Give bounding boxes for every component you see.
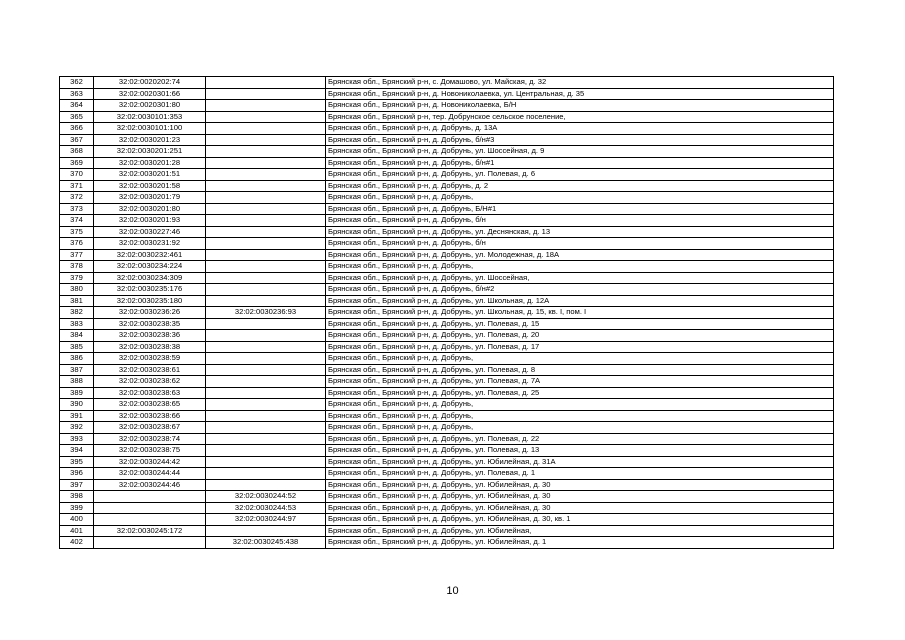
table-row: [60, 261, 834, 273]
table-row: [60, 445, 834, 457]
table-row: [60, 399, 834, 411]
address-cell: Брянская обл., Брянский р-н, д. Добрунь, Б/Н#1: [326, 203, 834, 215]
cadastral-number-cell: 32:02:0030201:93: [94, 215, 206, 227]
cadastral-number-cell: [94, 502, 206, 514]
cadastral-number-cell: 32:02:0030101:100: [94, 123, 206, 135]
address-cell: Брянская обл., Брянский р-н, д. Новониколаевка, ул. Центральная, д. 35: [326, 88, 834, 100]
linked-cadastral-number-cell: [206, 376, 326, 388]
row-number-cell: 389: [60, 387, 94, 399]
address-cell: Брянская обл., Брянский р-н, д. Добрунь, ул. Полевая, д. 15: [326, 318, 834, 330]
table-row: [60, 376, 834, 388]
address-cell: Брянская обл., Брянский р-н, д. Добрунь, б/н#1: [326, 157, 834, 169]
linked-cadastral-number-cell: [206, 479, 326, 491]
cadastral-number-cell: 32:02:0030238:75: [94, 445, 206, 457]
address-cell: Брянская обл., Брянский р-н, д. Добрунь, ул. Юбилейная, д. 30: [326, 479, 834, 491]
row-number-cell: 383: [60, 318, 94, 330]
address-cell: Брянская обл., Брянский р-н, д. Добрунь, д. 2: [326, 180, 834, 192]
row-number-cell: 381: [60, 295, 94, 307]
linked-cadastral-number-cell: [206, 525, 326, 537]
row-number-cell: 399: [60, 502, 94, 514]
cadastral-number-cell: 32:02:0030101:353: [94, 111, 206, 123]
cadastral-number-cell: 32:02:0030231:92: [94, 238, 206, 250]
cadastral-number-cell: 32:02:0030238:62: [94, 376, 206, 388]
row-number-cell: 376: [60, 238, 94, 250]
linked-cadastral-number-cell: [206, 422, 326, 434]
address-cell: Брянская обл., Брянский р-н, д. Добрунь, д. 13А: [326, 123, 834, 135]
cadastral-number-cell: 32:02:0030238:61: [94, 364, 206, 376]
cadastral-number-cell: 32:02:0020301:66: [94, 88, 206, 100]
table-row: [60, 387, 834, 399]
table-row: [60, 134, 834, 146]
address-cell: Брянская обл., Брянский р-н, д. Добрунь, ул. Школьная, д. 15, кв. I, пом. I: [326, 307, 834, 319]
row-number-cell: 386: [60, 353, 94, 365]
row-number-cell: 365: [60, 111, 94, 123]
row-number-cell: 384: [60, 330, 94, 342]
address-cell: Брянская обл., Брянский р-н, д. Добрунь, ул. Юбилейная, д. 30, кв. 1: [326, 514, 834, 526]
table-row: [60, 330, 834, 342]
linked-cadastral-number-cell: [206, 226, 326, 238]
linked-cadastral-number-cell: [206, 410, 326, 422]
row-number-cell: 370: [60, 169, 94, 181]
table-row: [60, 410, 834, 422]
table-row: [60, 479, 834, 491]
cadastral-number-cell: 32:02:0030227:46: [94, 226, 206, 238]
linked-cadastral-number-cell: [206, 433, 326, 445]
table-row: [60, 146, 834, 158]
linked-cadastral-number-cell: [206, 77, 326, 89]
row-number-cell: 402: [60, 537, 94, 549]
table-row: [60, 100, 834, 112]
address-cell: Брянская обл., Брянский р-н, д. Добрунь,: [326, 192, 834, 204]
table-row: [60, 249, 834, 261]
linked-cadastral-number-cell: [206, 123, 326, 135]
cadastral-number-cell: 32:02:0030238:38: [94, 341, 206, 353]
address-cell: Брянская обл., Брянский р-н, д. Добрунь, ул. Полевая, д. 20: [326, 330, 834, 342]
table-row: [60, 238, 834, 250]
table-row: [60, 284, 834, 296]
linked-cadastral-number-cell: [206, 192, 326, 204]
linked-cadastral-number-cell: 32:02:0030244:97: [206, 514, 326, 526]
linked-cadastral-number-cell: [206, 203, 326, 215]
linked-cadastral-number-cell: [206, 330, 326, 342]
row-number-cell: 395: [60, 456, 94, 468]
cadastral-number-cell: 32:02:0030244:44: [94, 468, 206, 480]
row-number-cell: 388: [60, 376, 94, 388]
linked-cadastral-number-cell: [206, 111, 326, 123]
table-row: [60, 295, 834, 307]
table-row: [60, 192, 834, 204]
linked-cadastral-number-cell: 32:02:0030244:52: [206, 491, 326, 503]
address-cell: Брянская обл., Брянский р-н, д. Добрунь, ул. Юбилейная, д. 30: [326, 491, 834, 503]
cadastral-number-cell: 32:02:0030201:79: [94, 192, 206, 204]
linked-cadastral-number-cell: [206, 215, 326, 227]
row-number-cell: 390: [60, 399, 94, 411]
cadastral-number-cell: 32:02:0030238:36: [94, 330, 206, 342]
row-number-cell: 375: [60, 226, 94, 238]
row-number-cell: 374: [60, 215, 94, 227]
table-row: [60, 77, 834, 89]
row-number-cell: 373: [60, 203, 94, 215]
table-body: [60, 77, 834, 549]
address-cell: Брянская обл., Брянский р-н, д. Добрунь, ул. Полевая, д. 6: [326, 169, 834, 181]
linked-cadastral-number-cell: [206, 134, 326, 146]
cadastral-number-cell: 32:02:0030201:58: [94, 180, 206, 192]
row-number-cell: 387: [60, 364, 94, 376]
address-cell: Брянская обл., Брянский р-н, д. Добрунь, ул. Полевая, д. 22: [326, 433, 834, 445]
table-row: [60, 502, 834, 514]
linked-cadastral-number-cell: [206, 238, 326, 250]
linked-cadastral-number-cell: [206, 364, 326, 376]
linked-cadastral-number-cell: [206, 157, 326, 169]
cadastral-number-cell: 32:02:0030201:80: [94, 203, 206, 215]
cadastral-number-cell: 32:02:0030235:176: [94, 284, 206, 296]
row-number-cell: 372: [60, 192, 94, 204]
table-row: [60, 157, 834, 169]
page-number: 10: [446, 585, 459, 597]
linked-cadastral-number-cell: [206, 387, 326, 399]
row-number-cell: 369: [60, 157, 94, 169]
cadastral-number-cell: 32:02:0030238:67: [94, 422, 206, 434]
cadastral-number-cell: 32:02:0030238:63: [94, 387, 206, 399]
address-cell: Брянская обл., Брянский р-н, с. Домашово, ул. Майская, д. 32: [326, 77, 834, 89]
linked-cadastral-number-cell: [206, 341, 326, 353]
table-row: [60, 353, 834, 365]
address-cell: Брянская обл., Брянский р-н, д. Добрунь,: [326, 399, 834, 411]
row-number-cell: 379: [60, 272, 94, 284]
cadastral-number-cell: 32:02:0020202:74: [94, 77, 206, 89]
table-row: [60, 215, 834, 227]
linked-cadastral-number-cell: [206, 88, 326, 100]
table-row: [60, 226, 834, 238]
linked-cadastral-number-cell: [206, 468, 326, 480]
address-cell: Брянская обл., Брянский р-н, д. Добрунь, ул. Юбилейная, д. 30: [326, 502, 834, 514]
address-cell: Брянская обл., Брянский р-н, д. Добрунь, ул. Полевая, д. 13: [326, 445, 834, 457]
address-cell: Брянская обл., Брянский р-н, д. Добрунь, ул. Шоссейная,: [326, 272, 834, 284]
table-row: [60, 169, 834, 181]
linked-cadastral-number-cell: [206, 295, 326, 307]
cadastral-number-cell: 32:02:0030201:28: [94, 157, 206, 169]
cadastral-number-cell: [94, 491, 206, 503]
table-row: [60, 111, 834, 123]
row-number-cell: 367: [60, 134, 94, 146]
address-cell: Брянская обл., Брянский р-н, д. Добрунь, ул. Школьная, д. 12А: [326, 295, 834, 307]
cadastral-number-cell: 32:02:0030245:172: [94, 525, 206, 537]
cadastral-number-cell: [94, 537, 206, 549]
cadastral-number-cell: 32:02:0030238:35: [94, 318, 206, 330]
row-number-cell: 377: [60, 249, 94, 261]
address-cell: Брянская обл., Брянский р-н, д. Добрунь,: [326, 422, 834, 434]
cadastral-number-cell: 32:02:0030234:224: [94, 261, 206, 273]
linked-cadastral-number-cell: 32:02:0030236:93: [206, 307, 326, 319]
address-cell: Брянская обл., Брянский р-н, д. Добрунь,: [326, 353, 834, 365]
table-row: [60, 456, 834, 468]
row-number-cell: 393: [60, 433, 94, 445]
row-number-cell: 392: [60, 422, 94, 434]
cadastral-number-cell: 32:02:0030238:65: [94, 399, 206, 411]
row-number-cell: 380: [60, 284, 94, 296]
table-row: [60, 433, 834, 445]
cadastral-number-cell: 32:02:0030201:251: [94, 146, 206, 158]
cadastral-number-cell: [94, 514, 206, 526]
address-cell: Брянская обл., Брянский р-н, д. Новониколаевка, Б/Н: [326, 100, 834, 112]
row-number-cell: 368: [60, 146, 94, 158]
row-number-cell: 396: [60, 468, 94, 480]
cadastral-number-cell: 32:02:0030234:309: [94, 272, 206, 284]
address-cell: Брянская обл., Брянский р-н, д. Добрунь, б/н: [326, 238, 834, 250]
cadastral-number-cell: 32:02:0030201:51: [94, 169, 206, 181]
linked-cadastral-number-cell: [206, 180, 326, 192]
linked-cadastral-number-cell: [206, 272, 326, 284]
address-cell: Брянская обл., Брянский р-н, д. Добрунь, ул. Полевая, д. 17: [326, 341, 834, 353]
table-row: [60, 307, 834, 319]
address-cell: Брянская обл., Брянский р-н, д. Добрунь, ул. Молодежная, д. 18А: [326, 249, 834, 261]
cadastral-table: [59, 76, 834, 549]
linked-cadastral-number-cell: [206, 353, 326, 365]
cadastral-number-cell: 32:02:0030201:23: [94, 134, 206, 146]
row-number-cell: 398: [60, 491, 94, 503]
row-number-cell: 363: [60, 88, 94, 100]
address-cell: Брянская обл., Брянский р-н, д. Добрунь, б/н#2: [326, 284, 834, 296]
table-row: [60, 422, 834, 434]
linked-cadastral-number-cell: [206, 169, 326, 181]
address-cell: Брянская обл., Брянский р-н, д. Добрунь, б/н#3: [326, 134, 834, 146]
row-number-cell: 382: [60, 307, 94, 319]
row-number-cell: 401: [60, 525, 94, 537]
address-cell: Брянская обл., Брянский р-н, д. Добрунь, ул. Шоссейная, д. 9: [326, 146, 834, 158]
address-cell: Брянская обл., Брянский р-н, д. Добрунь,: [326, 261, 834, 273]
row-number-cell: 397: [60, 479, 94, 491]
linked-cadastral-number-cell: [206, 318, 326, 330]
table-row: [60, 123, 834, 135]
row-number-cell: 362: [60, 77, 94, 89]
table-row: [60, 537, 834, 549]
cadastral-number-cell: 32:02:0030236:26: [94, 307, 206, 319]
cadastral-number-cell: 32:02:0020301:80: [94, 100, 206, 112]
cadastral-number-cell: 32:02:0030238:59: [94, 353, 206, 365]
cadastral-number-cell: 32:02:0030244:42: [94, 456, 206, 468]
address-cell: Брянская обл., Брянский р-н, д. Добрунь, ул. Юбилейная,: [326, 525, 834, 537]
address-cell: Брянская обл., Брянский р-н, д. Добрунь,: [326, 410, 834, 422]
row-number-cell: 371: [60, 180, 94, 192]
linked-cadastral-number-cell: [206, 100, 326, 112]
table-row: [60, 514, 834, 526]
cadastral-number-cell: 32:02:0030244:46: [94, 479, 206, 491]
table-row: [60, 525, 834, 537]
address-cell: Брянская обл., Брянский р-н, д. Добрунь, ул. Полевая, д. 25: [326, 387, 834, 399]
linked-cadastral-number-cell: [206, 261, 326, 273]
table-row: [60, 468, 834, 480]
cadastral-number-cell: 32:02:0030238:74: [94, 433, 206, 445]
linked-cadastral-number-cell: [206, 399, 326, 411]
row-number-cell: 400: [60, 514, 94, 526]
linked-cadastral-number-cell: [206, 456, 326, 468]
address-cell: Брянская обл., Брянский р-н, д. Добрунь, ул. Деснянская, д. 13: [326, 226, 834, 238]
table-row: [60, 88, 834, 100]
address-cell: Брянская обл., Брянский р-н, д. Добрунь, ул. Юбилейная, д. 1: [326, 537, 834, 549]
address-cell: Брянская обл., Брянский р-н, тер. Добрунское сельское поселение,: [326, 111, 834, 123]
linked-cadastral-number-cell: 32:02:0030244:53: [206, 502, 326, 514]
linked-cadastral-number-cell: 32:02:0030245:438: [206, 537, 326, 549]
linked-cadastral-number-cell: [206, 146, 326, 158]
linked-cadastral-number-cell: [206, 249, 326, 261]
table-row: [60, 272, 834, 284]
row-number-cell: 391: [60, 410, 94, 422]
cadastral-number-cell: 32:02:0030235:180: [94, 295, 206, 307]
address-cell: Брянская обл., Брянский р-н, д. Добрунь, б/н: [326, 215, 834, 227]
row-number-cell: 385: [60, 341, 94, 353]
linked-cadastral-number-cell: [206, 284, 326, 296]
table-row: [60, 180, 834, 192]
row-number-cell: 378: [60, 261, 94, 273]
table-row: [60, 203, 834, 215]
cadastral-number-cell: 32:02:0030238:66: [94, 410, 206, 422]
row-number-cell: 394: [60, 445, 94, 457]
cadastral-number-cell: 32:02:0030232:461: [94, 249, 206, 261]
linked-cadastral-number-cell: [206, 445, 326, 457]
address-cell: Брянская обл., Брянский р-н, д. Добрунь, ул. Полевая, д. 1: [326, 468, 834, 480]
table-row: [60, 491, 834, 503]
row-number-cell: 366: [60, 123, 94, 135]
address-cell: Брянская обл., Брянский р-н, д. Добрунь, ул. Полевая, д. 7А: [326, 376, 834, 388]
row-number-cell: 364: [60, 100, 94, 112]
table-row: [60, 341, 834, 353]
address-cell: Брянская обл., Брянский р-н, д. Добрунь, ул. Юбилейная, д. 31А: [326, 456, 834, 468]
table-row: [60, 318, 834, 330]
table-row: [60, 364, 834, 376]
address-cell: Брянская обл., Брянский р-н, д. Добрунь, ул. Полевая, д. 8: [326, 364, 834, 376]
